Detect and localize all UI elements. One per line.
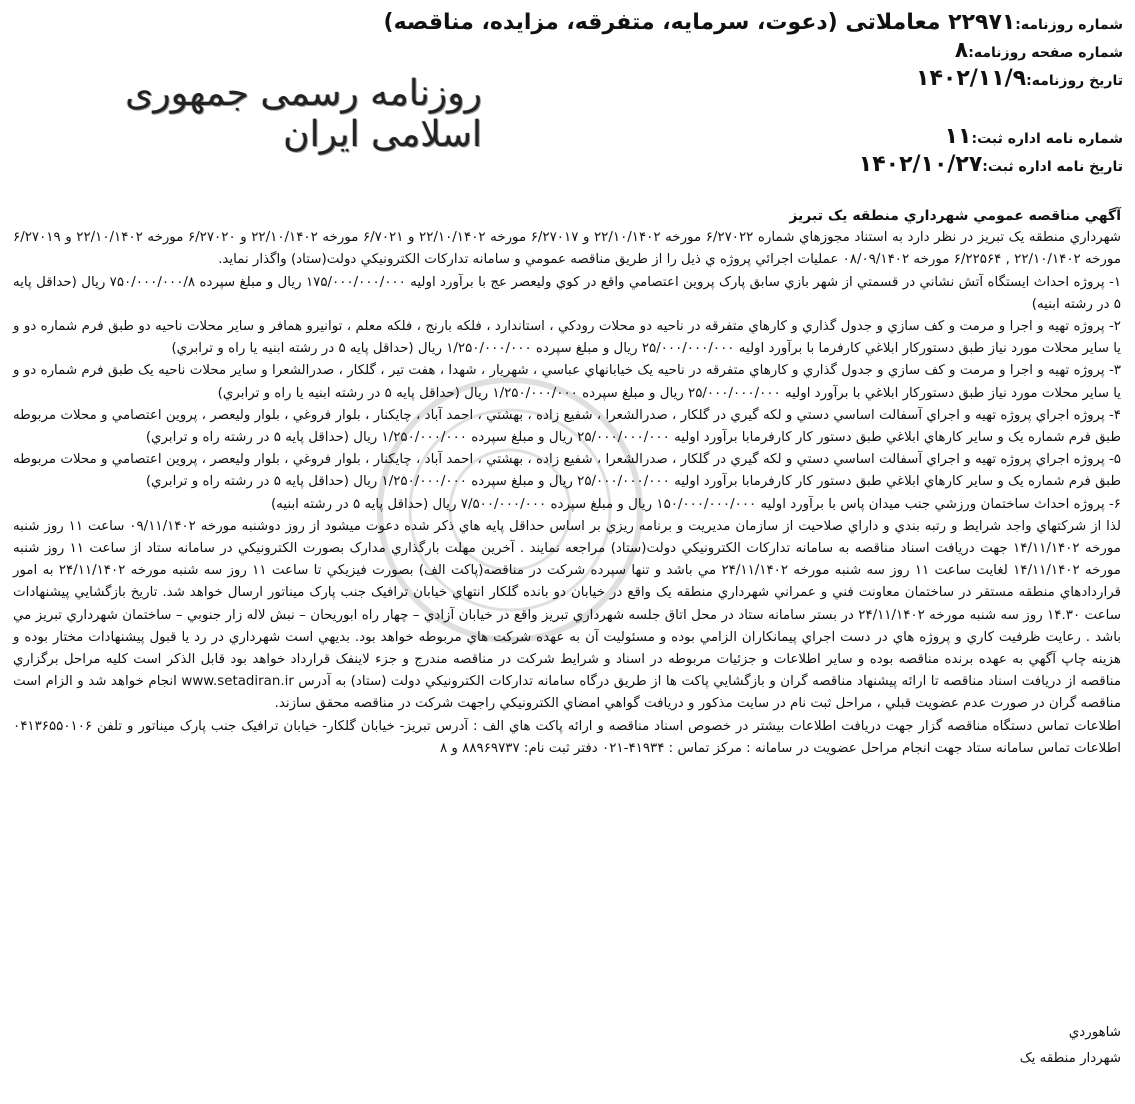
page-number-value: ۸ (954, 38, 969, 63)
project-item-3: ۳- پروژه تهيه و اجرا و مرمت و کف سازي و جدول گذاري و کارهاي متفرقه در ناحيه يک خيابانهاي عباسي ، شهريار ، شهدا ، هفت تير ، گلکار ، صدرالشعرا و ساير محلات ناحيه يک طبق فرم شماره دو و يا ساير محلات مورد نياز طبق دستورکار ابلاغي با برآورد اوليه ۲۵/۰۰۰/۰۰۰/۰۰۰ ريال و مبلغ سپرده ۱/۲۵۰/۰۰۰/۰۰۰ ريال (حداقل پايه ۵ در رشته ابنيه يا راه و ترابري) (13, 363, 1121, 401)
registry-letter-number-label: شماره نامه اداره ثبت: (971, 131, 1123, 147)
newspaper-date-label: تاریخ روزنامه: (1026, 73, 1123, 89)
project-item-2: ۲- پروژه تهيه و اجرا و مرمت و کف سازي و جدول گذاري و کارهاي متفرقه در ناحيه دو محلات رودکي ، استاندارد ، فلکه بارنج ، فلکه معلم ، توانيرو همافر و ساير محلات ناحيه دو طبق فرم شماره دو و يا ساير محلات مورد نياز طبق دستورکار ابلاغي کارفرما با برآورد اوليه ۲۵/۰۰۰/۰۰۰/۰۰۰ ريال و مبلغ سپرده ۱/۲۵۰/۰۰۰/۰۰۰ ريال (حداقل پايه ۵ در رشته ابنيه يا راه و ترابري) (13, 319, 1121, 357)
notice-title: آگهي مناقصه عمومي شهرداري منطقه يک تبريز (789, 208, 1121, 224)
registry-letter-date-value: ۱۴۰۲/۱۰/۲۷ (858, 152, 983, 177)
project-item-5: ۵- پروژه اجراي پروژه تهيه و اجراي آسفالت اساسي دستي و لکه گيري در گلکار ، صدرالشعرا ، شفيع زاده ، بهشتي ، احمد آباد ، چايکنار ، بلوار فروغي ، بلوار وليعصر ، پروين اعتصامي و محلات مربوطه طبق فرم شماره يک و ساير کارهاي ابلاغي طبق دستور کار کارفرمابا برآورد اوليه ۲۵/۰۰۰/۰۰۰/۰۰۰ ريال و مبلغ سپرده ۱/۲۵۰/۰۰۰/۰۰۰ ريال (حداقل پايه ۵ در رشته راه و ترابري) (13, 452, 1121, 490)
newspaper-header (383, 10, 1123, 180)
newspaper-date-value: ۱۴۰۲/۱۱/۹ (916, 66, 1027, 91)
official-gazette-logo: روزنامه رسمی جمهوری اسلامی ایران (125, 73, 482, 155)
registry-letter-number-value: ۱۱ (944, 124, 972, 149)
project-item-1: ۱- پروژه احداث ايستگاه آتش نشاني در قسمتي از شهر بازي سابق پارک پروين اعتصامي واقع در کوي وليعصر عج با برآورد اوليه ۱۷۵/۰۰۰/۰۰۰/۰۰۰ ريال و مبلغ سپرده ۷۵۰/۰۰۰/۰۰۰/۸ ريال (حداقل پايه ۵ در رشته ابنيه) (13, 274, 1122, 312)
signatory-name: شاهوردي (1068, 1025, 1121, 1040)
signatory-role: شهردار منطقه يک (1019, 1051, 1121, 1066)
tender-notice (13, 205, 1121, 760)
registry-letter-number-line (563, 124, 1123, 152)
signature-block (1020, 1020, 1121, 1072)
page-number-line (563, 38, 1123, 66)
newspaper-number-label: شماره روزنامه: (1015, 17, 1123, 33)
project-item-4: ۴- پروژه اجراي پروژه تهيه و اجراي آسفالت اساسي دستي و لکه گيري در گلکار ، صدرالشعرا ، شفيع زاده ، بهشتي ، احمد آباد ، چايکنار ، بلوار فروغي ، بلوار وليعصر ، پروين اعتصامي و محلات مربوطه طبق فرم شماره يک و ساير کارهاي ابلاغي طبق دستور کار کارفرمابا برآورد اوليه ۲۵/۰۰۰/۰۰۰/۰۰۰ ريال و مبلغ سپرده ۱/۲۵۰/۰۰۰/۰۰۰ ريال (حداقل پايه ۵ در رشته راه و ترابري) (13, 407, 1121, 446)
notice-contact-info: اطلاعات تماس دستگاه مناقصه گزار جهت دريافت اطلاعات بيشتر در خصوص اسناد مناقصه و ارائه پاکت هاي الف : آدرس تبريز- خيابان گلکار- خيابان ترافيک جنب پارک ميناتور و تلفن ۰۴۱۳۶۵۵۰۱۰۶ اطلاعات تماس سامانه ستاد جهت انجام مراحل عضويت در سامانه : مرکز تماس : ۴۱۹۳۴-۰۲۱ دفتر ثبت نام: ۸۸۹۶۹۷۳۷ و ۸ (13, 718, 1121, 756)
registry-letter-date-line (563, 152, 1123, 180)
newspaper-number-line (383, 10, 1123, 38)
project-item-6: ۶- پروژه احداث ساختمان ورزشي جنب ميدان پاس با برآورد اوليه ۱۵۰/۰۰۰/۰۰۰/۰۰۰ ريال و مبلغ سپرده ۷/۵۰۰/۰۰۰/۰۰۰ ريال (حداقل پايه ۵ در رشته ابنيه) (270, 496, 1121, 512)
page-number-label: شماره صفحه روزنامه: (968, 45, 1123, 61)
newspaper-date-line (563, 66, 1123, 94)
registry-letter-date-label: تاریخ نامه اداره ثبت: (982, 159, 1123, 175)
notice-conditions: لذا از شرکتهاي واجد شرايط و رتبه بندي و داراي صلاحيت از سازمان مديريت و برنامه ريزي بر اساس حداقل پايه هاي ذکر شده دعوت ميشود از روز دوشنبه مورخه ۰۹/۱۱/۱۴۰۲ ساعت ۱۱ روز شنبه مورخه ۱۴/۱۱/۱۴۰۲ جهت دريافت اسناد مناقصه به سامانه تدارکات الکترونيکي دولت(ستاد) مراجعه نمايند . آخرين مهلت بارگذاري مدارک بصورت الکترونيکي در سامانه ستاد از ساعت ۱۱ روز شنبه مورخه ۱۴/۱۱/۱۴۰۲ لغايت ساعت ۱۱ روز سه شنبه مورخه ۲۴/۱۱/۱۴۰۲ مي باشد و تنها سپرده شرکت در مناقصه(پاکت الف) بصورت فيزيکي تا ساعت ۱۱ روز سه شنبه مورخه ۲۴/۱۱/۱۴۰۲ به امور قراردادهاي منطقه مستقر در ساختمان معاونت فني و عمراني شهرداري منطقه يک واقع در خيابان دو بانده گلکار انتهاي خيابان ترافيک جنب پارک ميناتور ارسال خواهد شد. تاريخ بازگشايي پيشنهادات ساعت ۱۴.۳۰ روز سه شنبه مورخه ۲۴/۱۱/۱۴۰۲ در بستر سامانه ستاد در محل اتاق جلسه شهرداري تبريز واقع در خيابان آزادي – چهار راه ابوريحان – نبش لاله زار جنوبي – ساختمان شهرداري تبريز مي باشد . رعايت ظرفيت کاري و پروژه هاي در دست اجراي پيمانکاران الزامي بوده و مسئوليت آن به عهده شرکت هاي مربوطه خواهد بود. بديهي است شهرداري در رد يا قبول پيشنهادات مختار بوده و هزينه چاپ آگهي به عهده برنده مناقصه بوده و ساير اطلاعات و جزئيات مربوطه در اسناد و شرايط شرکت در مناقصه مندرج و جزء لاينفک قرارداد خواهد بود قابل الذکر است کليه مراحل برگزاري مناقصه از دريافت اسناد مناقصه تا ارائه پيشنهاد مناقصه گران و بازگشايي پاکت ها از طريق درگاه سامانه تدارکات الکترونيکي دولت (ستاد) به آدرس www.setadiran.ir انجام خواهد شد و الزام است مناقصه گران در صورت عدم عضويت قبلي ، مراحل ثبت نام در سايت مذکور و دريافت گواهي امضاي الکترونيکي راجهت شرکت در مناقصه محقق سازند. (13, 518, 1121, 712)
notice-intro: شهرداري منطقه يک تبريز در نظر دارد به استناد مجوزهاي شماره ۶/۲۷۰۲۲ مورخه ۲۲/۱۰/۱۴۰۲ و ۶/۲۷۰۱۷ مورخه ۲۲/۱۰/۱۴۰۲ و ۶/۷۰۲۱ مورخه ۲۲/۱۰/۱۴۰۲ و ۶/۲۷۰۲۰ مورخه ۲۲/۱۰/۱۴۰۲ و ۶/۲۷۰۱۹ مورخه ۲۲/۱۰/۱۴۰۲ , ۶/۲۲۵۶۴ مورخه ۰۸/۰۹/۱۴۰۲ عمليات اجرائي پروژه ي ذيل را از طريق مناقصه عمومي و سامانه تدارکات الکترونيکي دولت(ستاد) واگذار نمايد. (13, 230, 1122, 268)
newspaper-number-value: ۲۲۹۷۱ معاملاتی (دعوت، سرمایه، متفرقه، مزایده، مناقصه) (383, 10, 1016, 35)
